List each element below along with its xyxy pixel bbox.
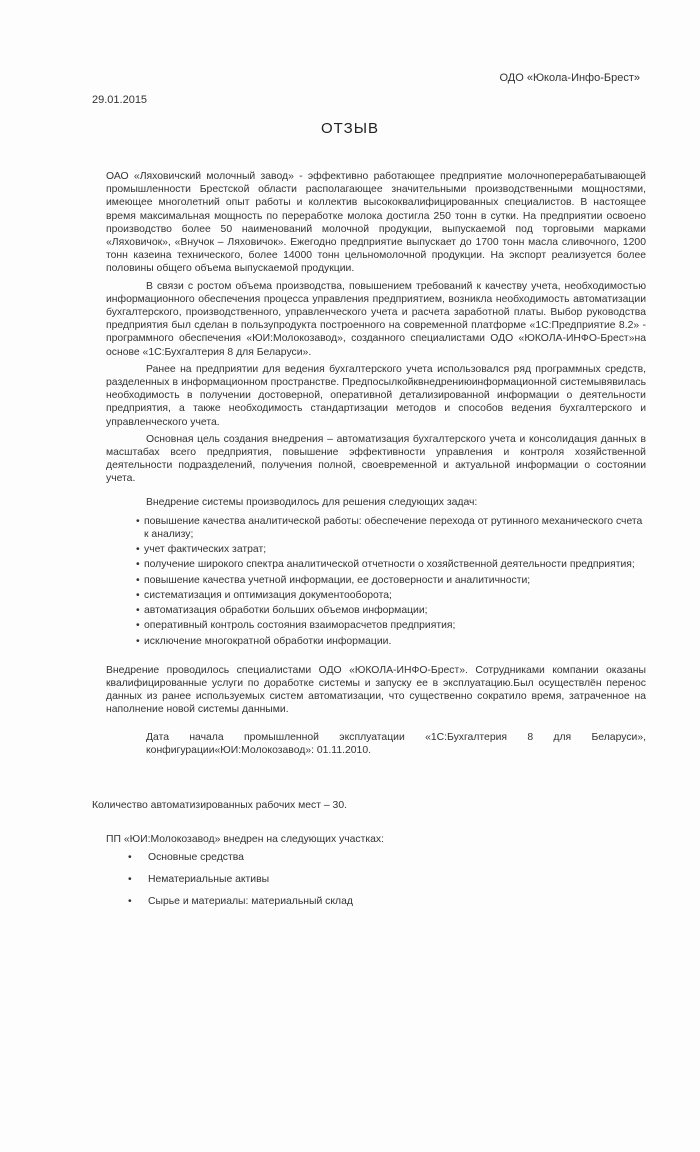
list-item	[136, 558, 646, 571]
list-item-text: повышение качества аналитической работы: обеспечение перехода от рутинного механического счета к анализу;	[144, 515, 643, 541]
organization-header: ОДО «Юкола-Инфо-Брест»	[499, 72, 640, 84]
bullet-icon: •	[136, 635, 140, 647]
list-item-text: Основные средства	[148, 852, 244, 863]
bullet-icon: •	[136, 620, 140, 632]
list-item	[136, 619, 646, 632]
bullet-icon: •	[136, 544, 140, 556]
list-item-text: автоматизация обработки больших объемов информации;	[144, 605, 428, 617]
list-item	[136, 543, 646, 556]
areas-list	[128, 852, 353, 918]
list-item-text: учет фактических затрат;	[144, 544, 267, 556]
list-item-text: оперативный контроль состояния взаиморасчетов предприятия;	[144, 620, 456, 632]
bullet-icon: •	[136, 574, 140, 586]
bullet-icon: •	[128, 874, 132, 885]
document-title: ОТЗЫВ	[320, 120, 379, 137]
list-item-text: исключение многократной обработки информации.	[144, 635, 392, 647]
list-item-text: получение широкого спектра аналитической отчетности о хозяйственной деятельности предприятия;	[144, 559, 635, 571]
list-item	[136, 574, 646, 587]
bullet-icon: •	[136, 559, 140, 571]
list-item-text: Сырье и материалы: материальный склад	[148, 896, 353, 907]
paragraph-previous-systems: Ранее на предприятии для ведения бухгалтерского учета использовался ряд программных средств, разделенных в информационном пространстве. Предпосылкойквнедрениюинформационной системывявилась необходимость в получении достоверной, оперативной детализированной информации о деятельности предприятия, а также необходимость стандартизации методов и способов ведения бухгалтерского и управленческого учета.	[106, 363, 646, 428]
list-item	[128, 874, 353, 885]
bullet-icon: •	[136, 605, 140, 617]
bullet-icon: •	[128, 852, 132, 863]
document-body	[106, 170, 646, 757]
tasks-intro: Внедрение системы производилось для решения следующих задач:	[146, 496, 478, 508]
list-item	[128, 896, 353, 907]
tasks-list	[136, 515, 646, 648]
paragraph-start-date: Дата начала промышленной эксплуатации «1С:Бухгалтерия 8 для Беларуси», конфигурации«ЮИ:Молокозавод»: 01.11.2010.	[146, 731, 646, 756]
paragraph-main-goal: Основная цель создания внедрения – автоматизация бухгалтерского учета и консолидация данных в масштабах всего предприятия, повышение эффективности управления и контроля хозяйственной деятельности подразделений, получения полной, своевременной и актуальной информации о состоянии учета.	[106, 433, 646, 485]
list-item-text: повышение качества учетной информации, ее достоверности и аналитичности;	[144, 574, 531, 586]
list-item-text: Нематериальные активы	[148, 874, 270, 885]
list-item	[136, 515, 646, 541]
bullet-icon: •	[128, 896, 132, 907]
list-item	[128, 852, 353, 863]
areas-intro: ПП «ЮИ:Молокозавод» внедрен на следующих участках:	[106, 834, 385, 845]
bullet-icon: •	[136, 515, 140, 527]
list-item	[136, 604, 646, 617]
list-item-text: систематизация и оптимизация документооборота;	[144, 589, 392, 601]
list-item	[136, 635, 646, 648]
paragraph-implementation: Внедрение проводилось специалистами ОДО «ЮКОЛА-ИНФО-Брест». Сотрудниками компании оказаны квалифицированные услуги по доработке системы и запуску ее в эксплуатацию.Был осуществлён перенос данных из ранее используемых систем автоматизации, что существенно сократило время, затраченное на наполнение новой системы данными.	[106, 664, 646, 716]
document-date: 29.01.2015	[92, 94, 148, 106]
workplaces-count: Количество автоматизированных рабочих мест – 30.	[92, 800, 348, 811]
list-item	[136, 589, 646, 602]
paragraph-automation-need: В связи с ростом объема производства, повышением требований к качеству учета, необходимостью информационного обеспечения процесса управления предприятием, возникла необходимость автоматизации бухгалтерского, производственного, управленческого учета и расчета заработной платы. Выбор руководства предприятия был сделан в пользупродукта построенного на современной платформе «1С:Предприятие 8.2» - программного обеспечения «ЮИ:Молокозавод», созданного специалистами ОДО «ЮКОЛА-ИНФО-Брест»на основе «1С:Бухгалтерия 8 для Беларуси».	[106, 280, 646, 358]
bullet-icon: •	[136, 589, 140, 601]
paragraph-company: ОАО «Ляховичский молочный завод» - эффективно работающее предприятие молочноперерабатывающей промышленности Брестской области располагающее значительными производственными мощностями, имеющее многолетний опыт работы и коллектив высококвалифицированных специалистов. В настоящее время максимальная мощность по переработке молока достигла 250 тонн в сутки. На предприятии освоено производство более 50 наименований молочной продукции, выпускаемой под торговыми марками «Ляховичок», «Внучок – Ляховичок». Ежегодно предприятие выпускает до 1700 тонн масла сливочного, 1200 тонн казеина технического, более 14000 тонн цельномолочной продукции. На экспорт реализуется более половины общего объема выпускаемой продукции.	[106, 171, 646, 275]
